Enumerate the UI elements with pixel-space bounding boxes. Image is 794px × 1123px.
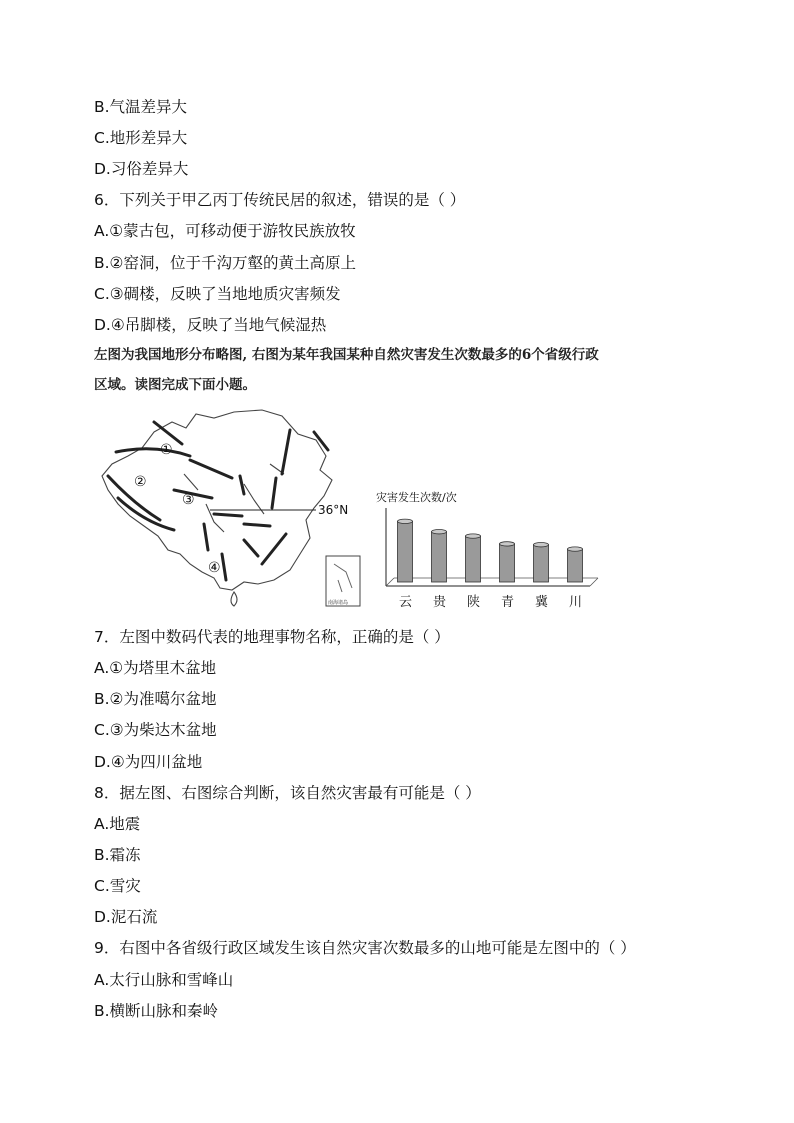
x-tick-label: 贵 xyxy=(433,595,447,610)
q6-option-a: A.①蒙古包，可移动便于游牧民族放牧 xyxy=(94,222,356,240)
q7-option-a: A.①为塔里木盆地 xyxy=(94,659,217,677)
floor-left-edge xyxy=(386,578,394,586)
q8-option-c: C.雪灾 xyxy=(94,877,141,895)
disaster-bar-chart xyxy=(376,404,606,610)
bar-2 xyxy=(466,536,481,582)
q6-option-d: D.④吊脚楼，反映了当地气候湿热 xyxy=(94,316,327,334)
floor-right-edge xyxy=(590,578,598,586)
bar-top-0 xyxy=(398,519,413,523)
q8-stem: 8．据左图、右图综合判断，该自然灾害最有可能是（ ） xyxy=(94,784,481,802)
q6-option-b: B.②窑洞，位于千沟万壑的黄土高原上 xyxy=(94,254,356,272)
q8-option-b: B.霜冻 xyxy=(94,846,141,864)
map-label-4: ④ xyxy=(208,560,221,576)
x-tick-label: 云 xyxy=(399,595,413,610)
bar-5 xyxy=(568,549,583,582)
x-tick-label: 青 xyxy=(501,595,515,610)
mountain-ranges xyxy=(108,422,328,580)
chart-plot xyxy=(386,508,598,610)
q9-stem: 9．右图中各省级行政区域发生该自然灾害次数最多的山地可能是左图中的（ ） xyxy=(94,939,636,957)
q5-option-b: B.气温差异大 xyxy=(94,98,188,116)
q9-option-b: B.横断山脉和秦岭 xyxy=(94,1002,219,1020)
q7-option-c: C.③为柴达木盆地 xyxy=(94,721,217,739)
bar-4 xyxy=(534,545,549,582)
x-tick-label: 川 xyxy=(569,595,583,610)
bar-top-2 xyxy=(466,534,481,538)
q6-stem: 6．下列关于甲乙丙丁传统民居的叙述，错误的是（ ） xyxy=(94,191,466,209)
figure xyxy=(94,404,614,614)
bar-top-4 xyxy=(534,543,549,547)
intro-line-2: 区域。读图完成下面小题。 xyxy=(94,377,256,393)
china-outline xyxy=(102,410,332,606)
inset-map xyxy=(326,556,360,606)
bar-top-3 xyxy=(500,542,515,546)
x-tick-label: 冀 xyxy=(535,595,549,610)
bar-3 xyxy=(500,544,515,582)
q5-option-c: C.地形差异大 xyxy=(94,129,188,147)
bar-top-5 xyxy=(568,547,583,551)
inset-label: 南海诸岛 xyxy=(328,600,349,606)
q8-option-d: D.泥石流 xyxy=(94,908,158,926)
terrain-map xyxy=(94,404,374,610)
bar-top-1 xyxy=(432,530,447,534)
latitude-label: 36°N xyxy=(318,503,349,517)
map-label-2: ② xyxy=(134,474,147,490)
q8-option-a: A.地震 xyxy=(94,815,141,833)
q7-stem: 7．左图中数码代表的地理事物名称，正确的是（ ） xyxy=(94,628,450,646)
q7-option-b: B.②为准噶尔盆地 xyxy=(94,690,217,708)
map-labels xyxy=(134,442,221,576)
intro-line-1: 左图为我国地形分布略图, 右图为某年我国某种自然灾害发生次数最多的6个省级行政 xyxy=(94,347,599,363)
bar-0 xyxy=(398,521,413,582)
map-label-1: ① xyxy=(160,442,173,458)
q6-option-c: C.③碉楼，反映了当地地质灾害频发 xyxy=(94,285,341,303)
q7-option-d: D.④为四川盆地 xyxy=(94,753,203,771)
map-label-3: ③ xyxy=(182,492,195,508)
q9-option-a: A.太行山脉和雪峰山 xyxy=(94,971,234,989)
bar-1 xyxy=(432,532,447,582)
x-tick-label: 陕 xyxy=(467,595,481,610)
chart-ylabel: 灾害发生次数/次 xyxy=(376,491,457,504)
q5-option-d: D.习俗差异大 xyxy=(94,160,189,178)
